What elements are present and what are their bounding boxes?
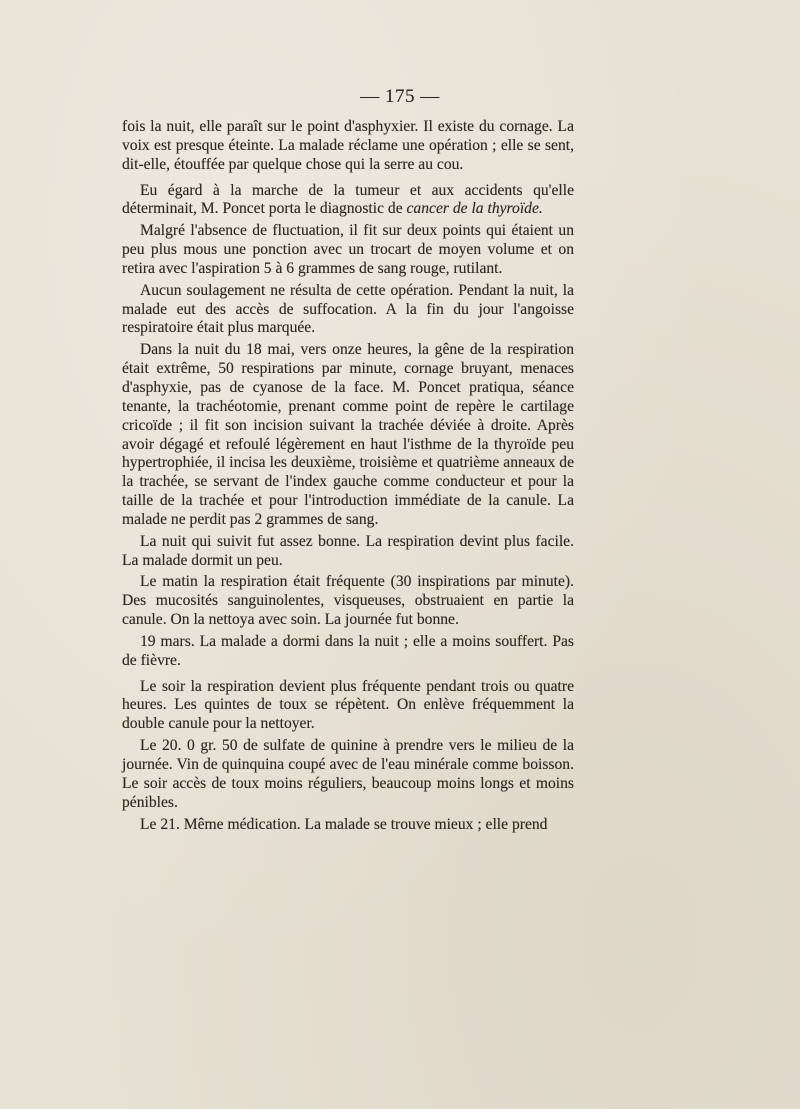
paragraph-7: Le matin la respiration était fréquente (30 inspirations par minute). Des mucosités sanguinolentes, visqueuses, obstruaient en partie la canule. On la nettoya avec soin. La journée fut bonne. bbox=[122, 573, 574, 629]
paragraph-3: Malgré l'absence de fluctuation, il fit sur deux points qui étaient un peu plus mous une ponction avec un trocart de moyen volume et on retira avec l'aspiration 5 à 6 grammes de sang rouge, rutilant. bbox=[122, 222, 574, 277]
paragraph-2-text: Eu égard à la marche de la tumeur et aux accidents qu'elle déterminait, M. Poncet porta le diagnostic de bbox=[122, 181, 574, 218]
paragraph-4: Aucun soulagement ne résulta de cette opération. Pendant la nuit, la malade eut des accès de suffocation. A la fin du jour l'angoisse respiratoire était plus marquée. bbox=[122, 281, 574, 337]
paragraph-2 bbox=[122, 182, 574, 220]
paragraph-10: Le 20. 0 gr. 50 de sulfate de quinine à prendre vers le milieu de la journée. Vin de quinquina coupé avec de l'eau minérale comme boisson. Le soir accès de toux moins réguliers, beaucoup moins longs et moins pénibles. bbox=[122, 737, 574, 811]
paragraph-9: Le soir la respiration devient plus fréquente pendant trois ou quatre heures. Les quintes de toux se répètent. On enlève fréquemment la double canule pour la nettoyer. bbox=[122, 677, 574, 733]
paragraph-5: Dans la nuit du 18 mai, vers onze heures, la gêne de la respiration était extrême, 50 respirations par minute, cornage bruyant, menaces d'asphyxie, pas de cyanose de la face. M. Poncet pratiqua, séance tenante, la trachéotomie, prenant comme point de repère le cartilage cricoïde ; il fit son incision suivant la trachée déviée à droite. Après avoir dégagé et refoulé légèrement en haut l'isthme de la thyroïde peu hypertrophiée, il incisa les deuxième, troisième et quatrième anneaux de la trachée, se servant de l'index gauche comme conducteur et pour la taille de la trachée et pour l'introduction immédiate de la canule. La malade ne perdit pas 2 grammes de sang. bbox=[122, 341, 574, 528]
body-text bbox=[122, 118, 574, 834]
paragraph-11: Le 21. Même médication. La malade se trouve mieux ; elle prend bbox=[140, 815, 548, 833]
paragraph-1: fois la nuit, elle paraît sur le point d'asphyxier. Il existe du cornage. La voix est presque éteinte. La malade réclame une opération ; elle se sent, dit-elle, étouffée par quelque chose qui la serre au cou. bbox=[122, 118, 574, 173]
paragraph-8: 19 mars. La malade a dormi dans la nuit ; elle a moins souffert. Pas de fièvre. bbox=[122, 632, 574, 669]
page-number: — 175 — bbox=[360, 86, 440, 107]
paragraph-6: La nuit qui suivit fut assez bonne. La respiration devint plus facile. La malade dormit un peu. bbox=[122, 532, 574, 569]
diagnosis-emphasis: cancer de la thyroïde. bbox=[406, 200, 543, 218]
